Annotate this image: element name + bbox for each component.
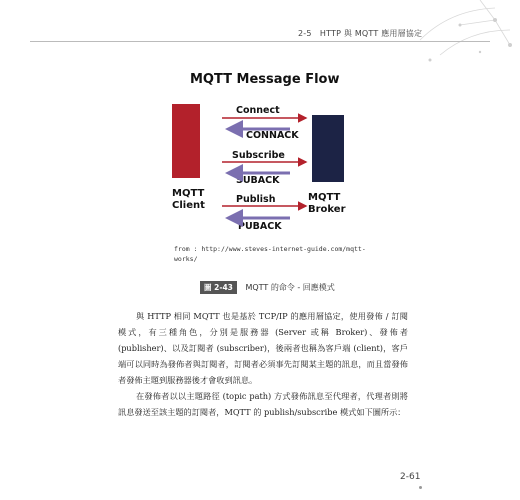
broker-label-line1: MQTT [308,192,341,203]
message-label-subscribe: Subscribe [232,150,285,161]
message-label-connect: Connect [236,105,280,116]
body-paragraph-1: 與 HTTP 相同 MQTT 也是基於 TCP/IP 的應用層協定，使用發佈 / 訂閱模式，有三種角色，分別是服務器 (Server 或稱 Broker)、發佈者 (publisher)、以及訂閱者 (subscriber)，後兩者也稱為客戶端 (client)，客戶端可以同時為發佈者與訂閱者，訂閱者必須事先訂閱某主題的訊息，而且當發佈者發佈主題到服務器後才會收到訊息。 [118,311,408,385]
figure-caption-text: MQTT 的命令 - 回應模式 [245,283,335,292]
message-label-suback: SUBACK [236,175,280,186]
running-header: 2-5 HTTP 與 MQTT 應用層協定 [298,29,423,38]
broker-label-line2: Broker [308,204,346,215]
diagram-title: MQTT Message Flow [190,72,340,87]
figure-caption [200,281,335,294]
message-label-connack: CONNACK [246,130,299,141]
corner-decoration [400,0,520,80]
client-box [172,104,200,178]
header-divider [30,41,490,42]
client-label [172,188,232,212]
body-paragraph-2: 在發佈者以以主題路徑 (topic path) 方式發佈訊息至代理者，代理者則將訊息發送至該主題的訂閱者，MQTT 的 publish/subscribe 模式如下圖所示： [118,391,408,417]
message-label-puback: PUBACK [238,221,282,232]
figure-number: 圖 2-43 [200,281,237,294]
footer-dot [419,486,422,489]
source-line2: works/ [174,255,198,263]
broker-label [308,192,368,216]
client-label-line2: Client [172,200,205,211]
message-label-publish: Publish [236,194,276,205]
source-citation [174,244,374,264]
source-line1: from : http://www.steves-internet-guide.com/mqtt- [174,245,366,253]
broker-box [312,115,344,182]
client-label-line1: MQTT [172,188,205,199]
page-number: 2-61 [400,472,421,482]
